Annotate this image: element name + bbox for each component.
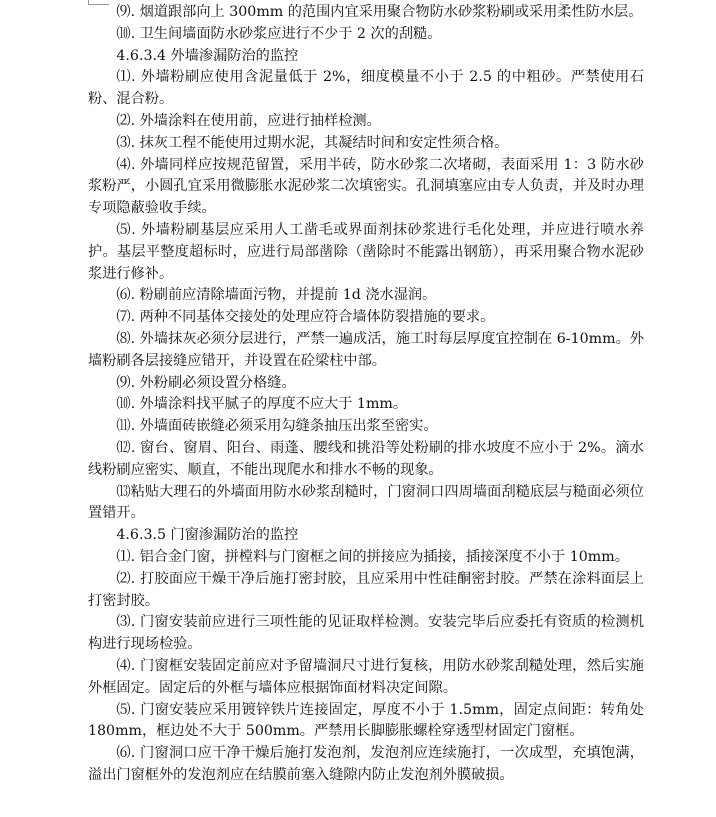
paragraph: ⑶. 抹灰工程不能使用过期水泥，其凝结时间和安定性须合格。 bbox=[116, 134, 509, 151]
paragraph: ⑴. 铝合金门窗，拼樘料与门窗框之间的拼接应为插接，插接深度不小于 10mm。 bbox=[116, 548, 629, 565]
paragraph: ⑼. 外粉刷必须设置分格缝。 bbox=[116, 374, 296, 391]
paragraph: ⑺. 两种不同基体交接处的处理应符合墙体防裂措施的要求。 bbox=[116, 309, 495, 326]
paragraph: ⑷. 门窗框安装固定前应对予留墙洞尺寸进行复核，用防水砂浆刮糙处理，然后实施外框固定。固定后的外框与墙体应根据饰面材料决定间隙。 bbox=[88, 657, 644, 696]
paragraph: ⑽. 外墙涂料找平腻子的厚度不应大于 1mm。 bbox=[116, 396, 408, 413]
paragraph: ⑼. 烟道跟部向上 300mm 的范围内宜采用聚合物防水砂浆粉刷或采用柔性防水层。 bbox=[116, 4, 643, 20]
paragraph: ⑵. 外墙涂料在使用前，应进行抽样检测。 bbox=[116, 112, 381, 129]
paragraph: ⑽. 卫生间墙面防水砂浆应进行不少于 2 次的刮糙。 bbox=[116, 25, 442, 42]
paragraph: ⑹. 门窗洞口应干净干燥后施打发泡剂，发泡剂应连续施打，一次成型，充填饱满，溢出门窗框外的发泡剂应在结膜前塞入缝隙内防止发泡剂外膜破损。 bbox=[88, 745, 644, 783]
paragraph: ⑵. 打胶面应干燥干净后施打密封胶，且应采用中性硅酮密封胶。严禁在涂料面层上打密封胶。 bbox=[88, 570, 644, 609]
paragraph: ⒀粘贴大理石的外墙面用防水砂浆刮糙时，门窗洞口四周墙面刮糙底层与糙面必须位置错开。 bbox=[88, 483, 644, 522]
paragraph: ⑸. 门窗安装应采用镀锌铁片连接固定，厚度不小于 1.5mm，固定点间距：转角处 180mm，框边处不大于 500mm。严禁用长脚膨胀螺栓穿透型材固定门窗框。 bbox=[88, 701, 644, 740]
paragraph: ⑹. 粉刷前应清除墙面污物，并提前 1d 浇水湿润。 bbox=[116, 287, 437, 304]
paragraph: ⑻. 外墙抹灰必须分层进行，严禁一遍成活，施工时每层厚度宜控制在 6-10mm。外墙粉刷各层接缝应错开，并设置在砼梁柱中部。 bbox=[88, 330, 644, 369]
section-heading-exterior-wall: 4.6.3.4 外墙渗漏防治的监控 bbox=[116, 47, 299, 64]
document-body bbox=[88, 2, 644, 787]
paragraph: ⑷. 外墙同样应按规范留置，采用半砖，防水砂浆二次堵砌，表面采用 1：3 防水砂浆粉严，小圆孔宜采用微膨胀水泥砂浆二次填密实。孔洞填塞应由专人负责，并及时办理专项隐蔽验收手续。 bbox=[88, 156, 644, 217]
paragraph: ⑶. 门窗安装前应进行三项性能的见证取样检测。安装完毕后应委托有资质的检测机构进行现场检验。 bbox=[88, 614, 644, 653]
section-heading-doors-windows: 4.6.3.5 门窗渗漏防治的监控 bbox=[116, 527, 299, 544]
paragraph: ⑾. 外墙面砖嵌缝必须采用勾缝条抽压出浆至密实。 bbox=[116, 418, 438, 435]
paragraph: ⑸. 外墙粉刷基层应采用人工凿毛或界面剂抹砂浆进行毛化处理，并应进行喷水养护。基层平整度超标时，应进行局部凿除（凿除时不能露出钢筋），再采用聚合物水泥砂浆进行修补。 bbox=[88, 221, 644, 282]
paragraph: ⑿. 窗台、窗眉、阳台、雨蓬、腰线和挑沿等处粉刷的排水坡度不应小于 2%。滴水线粉刷应密实、顺直，不能出现爬水和排水不畅的现象。 bbox=[88, 439, 644, 478]
paragraph: ⑴. 外墙粉刷应使用含泥量低于 2%，细度模量不小于 2.5 的中粗砂。严禁使用石粉、混合粉。 bbox=[88, 69, 644, 108]
